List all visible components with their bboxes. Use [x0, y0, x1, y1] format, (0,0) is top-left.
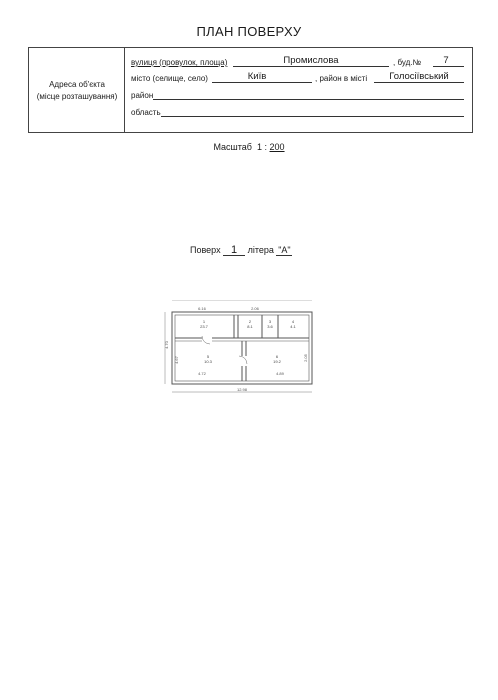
street-label: вулиця (провулок, площа)	[131, 58, 228, 67]
dim-bottom-left: 4.72	[198, 371, 206, 376]
room-5-number: 5	[206, 354, 210, 359]
dim-top-left: 6.16	[198, 306, 206, 311]
dim-top-mid: 2.06	[251, 306, 259, 311]
building-label: , буд.№	[393, 58, 422, 67]
room-5-area: 10.3	[204, 359, 212, 364]
floor-label: Поверх	[190, 245, 221, 255]
room-1-number: 1	[202, 319, 206, 324]
dim-left-height: 4.70	[164, 341, 169, 349]
door-gap	[202, 336, 212, 344]
district-city-label: , район в місті	[315, 74, 368, 83]
letter-label: літера	[247, 245, 274, 255]
street-line	[233, 66, 389, 67]
floor-plan	[162, 300, 322, 400]
room-4-number: 4	[291, 319, 295, 324]
region-label: область	[131, 108, 161, 117]
street-value: Промислова	[283, 55, 339, 66]
room-3-number: 3	[268, 319, 272, 324]
district-city-value: Голосіївський	[389, 71, 449, 82]
scale-line	[0, 142, 498, 152]
dim-overall: 12.98	[236, 387, 248, 392]
city-line	[212, 82, 312, 83]
city-value: Київ	[247, 71, 267, 82]
district-city-line	[374, 82, 464, 83]
dim-bottom-right: 4.89	[276, 371, 284, 376]
table-divider	[124, 48, 125, 132]
scale-value: 200	[269, 142, 285, 152]
street-row	[131, 56, 464, 68]
region-row	[131, 106, 464, 118]
room-4-area: 4.1	[290, 324, 296, 329]
room-2-number: 2	[248, 319, 252, 324]
scale-prefix: 1 :	[256, 142, 267, 152]
room-2-area: 8.1	[247, 324, 253, 329]
address-label	[32, 79, 122, 103]
region-line	[161, 116, 464, 117]
city-label: місто (селище, село)	[131, 74, 208, 83]
address-label-line-2: (місце розташування)	[36, 92, 118, 101]
room-1-area: 23.7	[200, 324, 208, 329]
room-3-area: 3.6	[267, 324, 273, 329]
district-row	[131, 89, 464, 101]
scale-label: Масштаб	[213, 142, 252, 152]
letter-value: "А"	[278, 245, 291, 255]
room-6-area: 19.2	[273, 359, 281, 364]
district-line	[153, 99, 464, 100]
city-row	[131, 72, 464, 84]
room-6-number: 6	[275, 354, 279, 359]
building-value: 7	[443, 55, 449, 66]
page-title: ПЛАН ПОВЕРХУ	[196, 24, 302, 39]
building-line	[433, 66, 464, 67]
floor-line	[190, 245, 292, 256]
dim-left-lower: 4.67	[174, 356, 179, 364]
dim-right-lower: 2.05	[303, 354, 308, 362]
district-label: район	[131, 91, 154, 100]
floor-value: 1	[223, 245, 245, 256]
address-label-line-1: Адреса об'єкта	[49, 80, 105, 89]
